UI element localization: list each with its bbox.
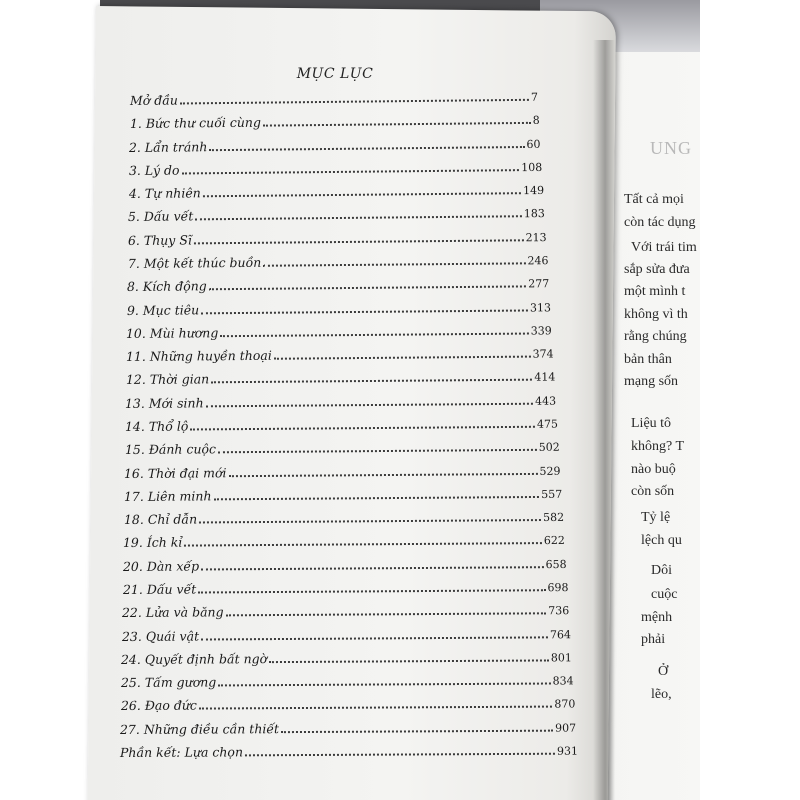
toc-dot-leader <box>263 122 531 127</box>
right-page-line: Tất cả mọi <box>624 192 684 207</box>
right-page-line: cuộc <box>651 587 678 602</box>
toc-dot-leader <box>270 659 550 663</box>
toc-dot-leader <box>185 543 543 547</box>
toc-title: MỤC LỤC <box>296 66 374 82</box>
toc-entry-page: 213 <box>525 230 547 244</box>
toc-entry-label: 9. Mục tiêu <box>126 301 199 318</box>
toc-entry-page: 502 <box>538 440 560 455</box>
toc-dot-leader <box>206 402 534 407</box>
toc-dot-leader <box>274 356 531 360</box>
right-page-line: rằng chúng <box>624 329 687 344</box>
toc-row <box>126 339 554 365</box>
toc-dot-leader <box>263 262 525 266</box>
toc-entry-page: 907 <box>555 721 577 735</box>
toc-row <box>124 455 561 480</box>
right-page-line: lẽo, <box>651 687 672 702</box>
toc-row <box>129 105 539 131</box>
right-page-line: Tỷ lệ <box>641 510 671 525</box>
right-page-line: phải <box>641 632 666 647</box>
toc-entry-label: 11. Những huyền thoại <box>125 347 272 365</box>
toc-row <box>123 525 565 550</box>
right-page-line: nào buộ <box>631 462 676 477</box>
toc-entry-label: 24. Quyết định bất ngờ <box>121 650 268 667</box>
right-page-line: không vì th <box>624 307 688 322</box>
toc-dot-leader <box>201 309 528 314</box>
toc-entry-page: 834 <box>552 674 574 688</box>
toc-dot-leader <box>245 753 555 757</box>
toc-entry-page: 557 <box>541 487 563 501</box>
toc-row <box>122 572 568 597</box>
toc-row <box>126 315 552 341</box>
toc-dot-leader <box>198 589 545 593</box>
toc-entry-page: 277 <box>528 277 550 291</box>
toc-entry-page: 60 <box>526 137 541 151</box>
toc-row <box>122 619 571 644</box>
toc-entry-label: 17. Liên minh <box>123 488 212 504</box>
toc-entry-label: 10. Mùi hương <box>126 325 219 341</box>
toc-row <box>128 198 545 224</box>
toc-entry-label: 7. Một kết thúc buồn <box>127 254 261 271</box>
toc-row <box>127 245 548 271</box>
toc-dot-leader <box>199 519 541 523</box>
toc-dot-leader <box>209 286 526 291</box>
toc-entry-page: 698 <box>546 581 568 595</box>
toc-dot-leader <box>218 683 550 687</box>
toc-entry-label: 19. Ích kỉ <box>123 535 183 551</box>
toc-entry-page: 529 <box>539 464 561 478</box>
toc-row <box>130 82 538 108</box>
toc-entry-label: 27. Những điều cần thiết <box>120 720 280 737</box>
toc-row <box>122 595 569 620</box>
toc-entry-page: 149 <box>522 184 544 198</box>
toc-row <box>123 502 563 527</box>
toc-entry-page: 313 <box>529 300 551 315</box>
toc-dot-leader <box>196 216 523 221</box>
toc-entry-page: 475 <box>536 417 558 431</box>
toc-row <box>125 409 558 434</box>
toc-entry-label: 18. Chỉ dẫn <box>123 511 197 528</box>
toc-row <box>124 432 559 457</box>
right-page-line: mệnh <box>641 610 673 625</box>
toc-row <box>121 689 576 714</box>
toc-entry-label: 21. Dấu vết <box>122 581 196 597</box>
toc-row <box>129 128 541 154</box>
right-page-line: Liệu tô <box>631 416 672 431</box>
toc-row <box>127 268 549 294</box>
toc-dot-leader <box>218 449 537 453</box>
toc-row <box>129 152 543 178</box>
right-page-line: bản thân <box>624 352 672 367</box>
toc-dot-leader <box>210 146 525 151</box>
toc-entry-page: 736 <box>548 604 570 618</box>
toc-row <box>121 666 574 691</box>
toc-entry-page: 931 <box>556 744 578 758</box>
toc-dot-leader <box>199 706 552 710</box>
toc-dot-leader <box>211 379 532 384</box>
toc-entry-label: 13. Mới sinh <box>125 395 205 411</box>
toc-dot-leader <box>226 613 547 617</box>
toc-dot-leader <box>201 636 548 640</box>
toc-entry-page: 801 <box>551 651 573 665</box>
toc-entry-page: 374 <box>532 347 554 361</box>
toc-entry-page: 183 <box>523 207 546 221</box>
toc-entry-page: 622 <box>544 534 566 548</box>
right-page-faint-heading: UNG <box>650 138 692 158</box>
toc-entry-page: 443 <box>535 394 557 408</box>
toc-entry-page: 7 <box>530 90 538 104</box>
toc-row <box>121 642 572 667</box>
toc-dot-leader <box>190 426 535 431</box>
toc-entry-label: 8. Kích động <box>127 278 207 295</box>
toc-dot-leader <box>194 239 524 244</box>
toc-entry-label: Mở đầu <box>129 92 179 108</box>
toc-entry-page: 582 <box>542 511 564 525</box>
toc-entry-label: 14. Thổ lộ <box>124 418 189 434</box>
toc-entry-label: 12. Thời gian <box>125 371 209 388</box>
toc-dot-leader <box>202 192 520 197</box>
toc-entry-label: 15. Đánh cuộc <box>124 441 216 458</box>
toc-entry-label: 23. Quái vật <box>121 628 199 644</box>
toc-entry-label: 4. Tự nhiên <box>128 185 201 202</box>
toc-entry-page: 108 <box>521 160 543 174</box>
toc-entry-page: 764 <box>549 627 571 641</box>
toc-entry-page: 870 <box>554 697 576 711</box>
toc-row <box>128 175 543 201</box>
book-gutter-shadow <box>593 40 615 800</box>
toc-dot-leader <box>201 566 544 570</box>
toc-row <box>126 362 556 388</box>
toc-row <box>128 222 547 248</box>
toc-entry-label: 22. Lửa và băng <box>122 604 224 621</box>
toc-row <box>125 385 556 410</box>
toc-row <box>120 712 576 736</box>
toc-row <box>127 292 551 318</box>
right-page-line: mạng sốn <box>624 374 679 389</box>
toc-entry-label: 5. Dấu vết <box>128 208 194 225</box>
toc-row <box>124 479 562 504</box>
toc-dot-leader <box>229 472 538 476</box>
toc-entry-label: 2. Lẩn tránh <box>129 138 208 155</box>
toc-entry-page: 8 <box>532 114 540 128</box>
toc-dot-leader <box>180 99 529 105</box>
right-page-line: sắp sửa đưa <box>624 262 690 277</box>
toc-entry-label: 6. Thụy Sĩ <box>127 232 192 248</box>
toc-dot-leader <box>213 496 539 500</box>
toc-entry-label: Phần kết: Lựa chọn <box>119 744 244 760</box>
toc-entry-label: 16. Thời đại mới <box>124 464 227 481</box>
toc-entry-label: 20. Dàn xếp <box>122 558 199 574</box>
right-page-line: lệch qu <box>641 533 682 548</box>
toc-entry-page: 246 <box>526 254 548 268</box>
toc-entry-page: 658 <box>545 557 567 571</box>
right-page-line: còn tác dụng <box>624 215 696 230</box>
toc-entry-label: 3. Lý do <box>128 162 180 178</box>
right-page-line: Ở <box>658 664 669 679</box>
right-page-line: Dôi <box>651 563 672 578</box>
toc-entry-label: 26. Đạo đức <box>120 697 197 714</box>
right-page-line: không? T <box>631 439 685 454</box>
right-page-line: một mình t <box>624 284 686 299</box>
toc-row <box>123 549 567 574</box>
toc-entry-page: 339 <box>531 324 553 338</box>
toc-dot-leader <box>181 169 519 174</box>
toc-entry-label: 25. Tấm gương <box>120 674 217 691</box>
toc-entry-label: 1. Bức thư cuối cùng <box>129 114 261 132</box>
right-page-line: Với trái tim <box>631 240 697 255</box>
right-page-line: còn sốn <box>631 484 675 499</box>
toc-dot-leader <box>281 729 553 732</box>
toc-entry-page: 414 <box>534 370 556 385</box>
toc-row <box>120 736 578 760</box>
toc-dot-leader <box>221 332 529 337</box>
